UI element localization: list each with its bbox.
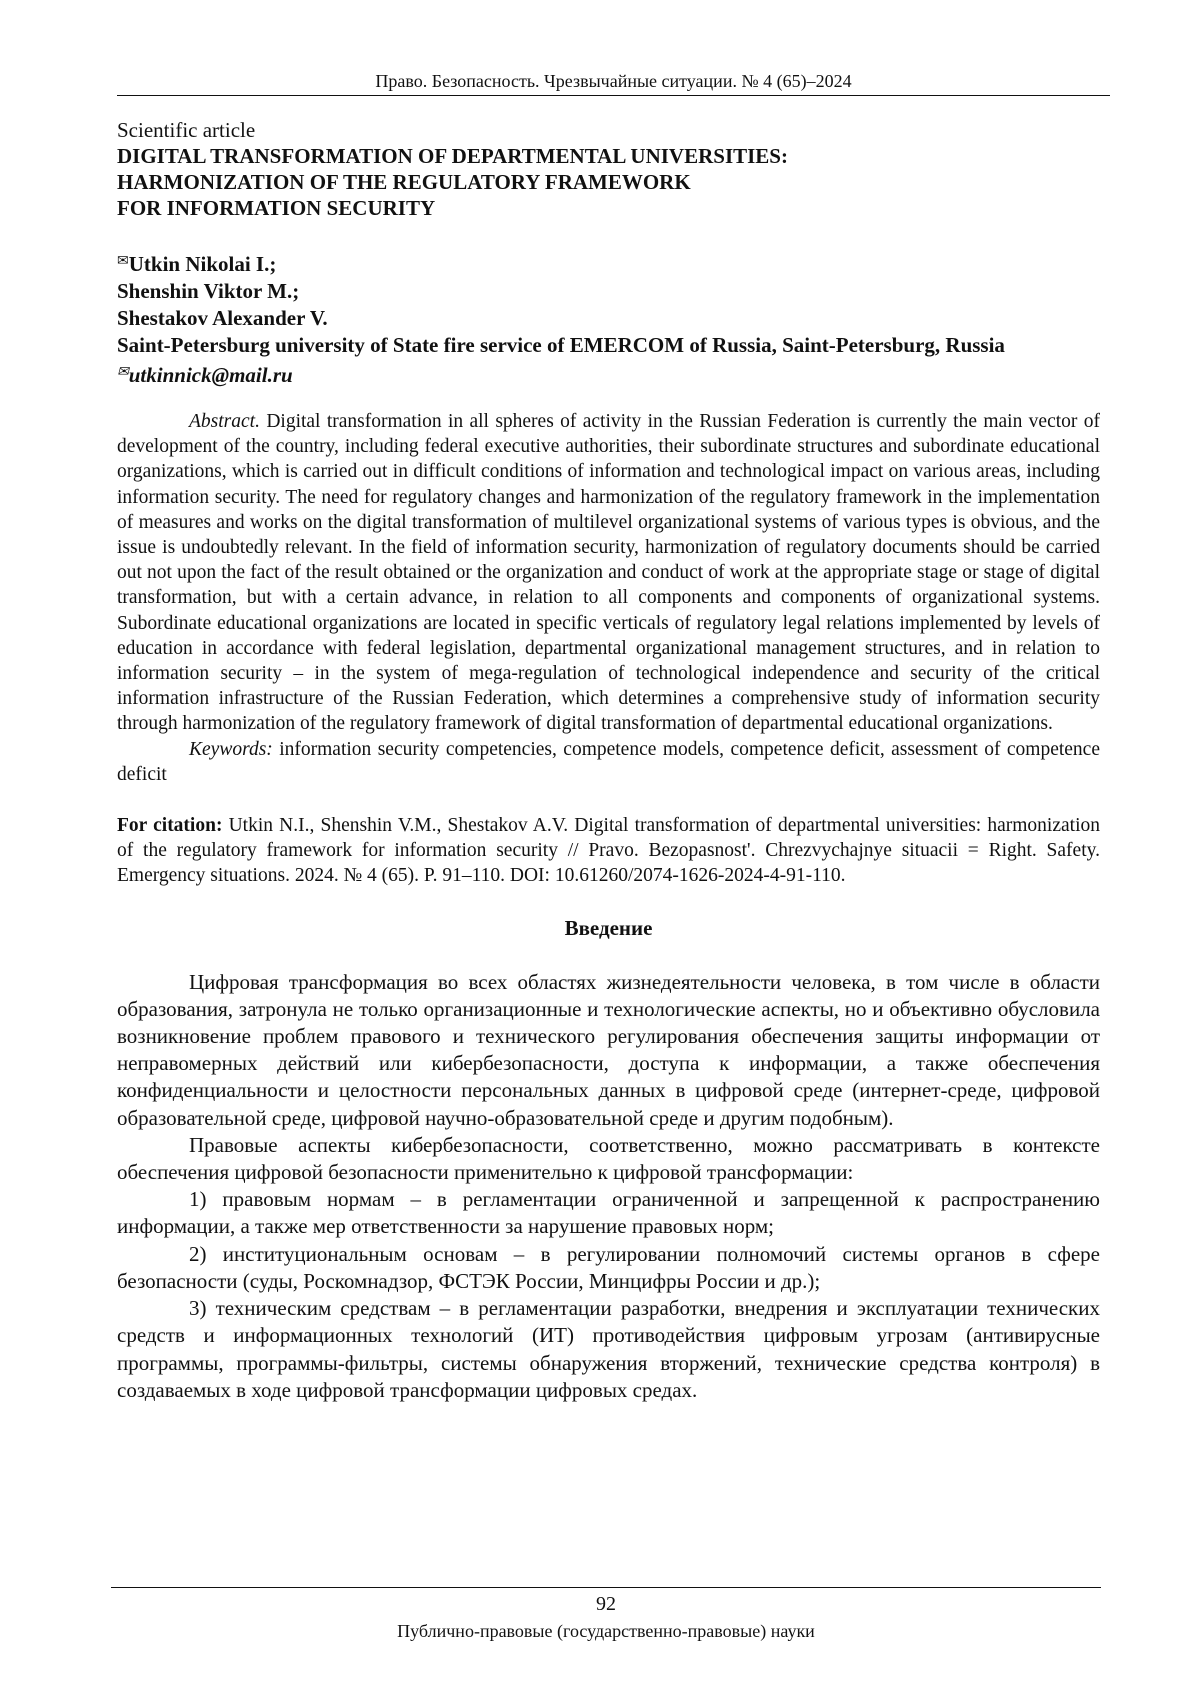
title-line: DIGITAL TRANSFORMATION OF DEPARTMENTAL UNIVERSITIES: xyxy=(117,144,788,168)
author-block xyxy=(117,248,1100,389)
author-line xyxy=(117,248,1100,278)
abstract-text: Digital transformation in all spheres of activity in the Russian Federation is currently the main vector of development of the country, including federal executive authorities, their subordinate structures and subordinate educational organizations, which is carried out in difficult conditions of information and technological impact on various areas, including information security. The need for regulatory changes and harmonization of the regulatory framework in the implementation of measures and works on the digital transformation of multilevel organizational systems of various types is obvious, and the issue is undoubtedly relevant. In the field of information security, harmonization of regulatory documents should be carried out not upon the fact of the result obtained or the organization and conduct of work at the appropriate stage or stage of digital transformation, but with a certain advance, in relation to all components and components of organizational systems. Subordinate educational organizations are located in specific verticals of regulatory legal relations implemented by levels of education in accordance with federal legislation, departmental organizational management structures, and in relation to information security – in the system of mega-regulation of technological independence and security of the critical information infrastructure of the Russian Federation, which determines a comprehensive study of information security through harmonization of the regulatory framework of digital transformation of departmental educational organizations. xyxy=(117,411,1100,735)
email-line xyxy=(117,359,1100,389)
envelope-icon: ✉ xyxy=(117,254,129,269)
author-name: Shestakov Alexander V. xyxy=(117,306,328,330)
citation xyxy=(117,813,1100,889)
keywords-label: Keywords: xyxy=(189,738,273,760)
keywords xyxy=(117,737,1100,787)
keywords-text: information security competencies, competence models, competence deficit, assessment of competence deficit xyxy=(117,738,1100,785)
citation-label: For citation: xyxy=(117,815,223,837)
body-paragraph: Правовые аспекты кибербезопасности, соответственно, можно рассматривать в контексте обеспечения цифровой безопасности применительно к цифровой трансформации: xyxy=(117,1132,1100,1185)
page-footer xyxy=(111,1587,1101,1642)
author-name: Utkin Nikolai I.; xyxy=(128,252,277,276)
abstract-paragraph xyxy=(117,409,1100,737)
footer-caption: Публично-правовые (государственно-правовые) науки xyxy=(397,1621,815,1641)
title-line: FOR INFORMATION SECURITY xyxy=(117,196,436,220)
citation-text: Utkin N.I., Shenshin V.M., Shestakov A.V. Digital transformation of departmental universities: harmonization of the regulatory framework for information security // Pravo. Bezopasnost'. Chrezvychajnye situacii = Right. Safety. Emergency situations. 2024. № 4 (65). P. 91–110. DOI: 10.61260/2074-1626-2024-4-91-110. xyxy=(117,815,1100,887)
list-item: 2) институциональным основам – в регулировании полномочий системы органов в сфере безопасности (суды, Роскомнадзор, ФСТЭК России, Минцифры России и др.); xyxy=(117,1241,1100,1293)
abstract xyxy=(117,409,1100,737)
article-title xyxy=(117,143,1100,221)
body-paragraph: Цифровая трансформация во всех областях жизнедеятельности человека, в том числе в области образования, затронула не только организационные и технологические аспекты, но и объективно обусловила возникновение проблем правового и технического регулирования обеспечения защиты информации от неправомерных действий или кибербезопасности, доступа к информации, а также обеспечения конфиденциальности и целостности персональных данных в цифровой среде (интернет-среде, цифровой образовательной среде, цифровой научно-образовательной среде и другим подобным). xyxy=(117,969,1100,1130)
envelope-icon: ✉ xyxy=(117,365,129,380)
abstract-label: Abstract. xyxy=(189,411,260,432)
body-text xyxy=(117,969,1100,1404)
page-number: 92 xyxy=(596,1593,616,1615)
list-item: 3) техническим средствам – в регламентации разработки, внедрения и эксплуатации технических средств и информационных технологий (ИТ) противодействия цифровым угрозам (антивирусные программы, программы-фильтры, системы обнаружения вторжений, технические средства контроля) в создаваемых в ходе цифровой трансформации цифровых средах. xyxy=(117,1296,1100,1402)
running-head: Право. Безопасность. Чрезвычайные ситуации. № 4 (65)–2024 xyxy=(117,70,1110,96)
title-line: HARMONIZATION OF THE REGULATORY FRAMEWORK xyxy=(117,170,691,194)
section-heading: Введение xyxy=(564,915,653,940)
affiliation: Saint-Petersburg university of State fire service of EMERCOM of Russia, Saint-Petersburg, Russia xyxy=(117,333,1005,357)
article-content xyxy=(117,117,1100,1404)
author-email[interactable]: utkinnick@mail.ru xyxy=(128,363,293,387)
list-item: 1) правовым нормам – в регламентации ограниченной и запрещенной к распространению информации, а также мер ответственности за нарушение правовых норм; xyxy=(117,1187,1100,1239)
article-type: Scientific article xyxy=(117,118,256,142)
author-name: Shenshin Viktor M.; xyxy=(117,279,300,303)
